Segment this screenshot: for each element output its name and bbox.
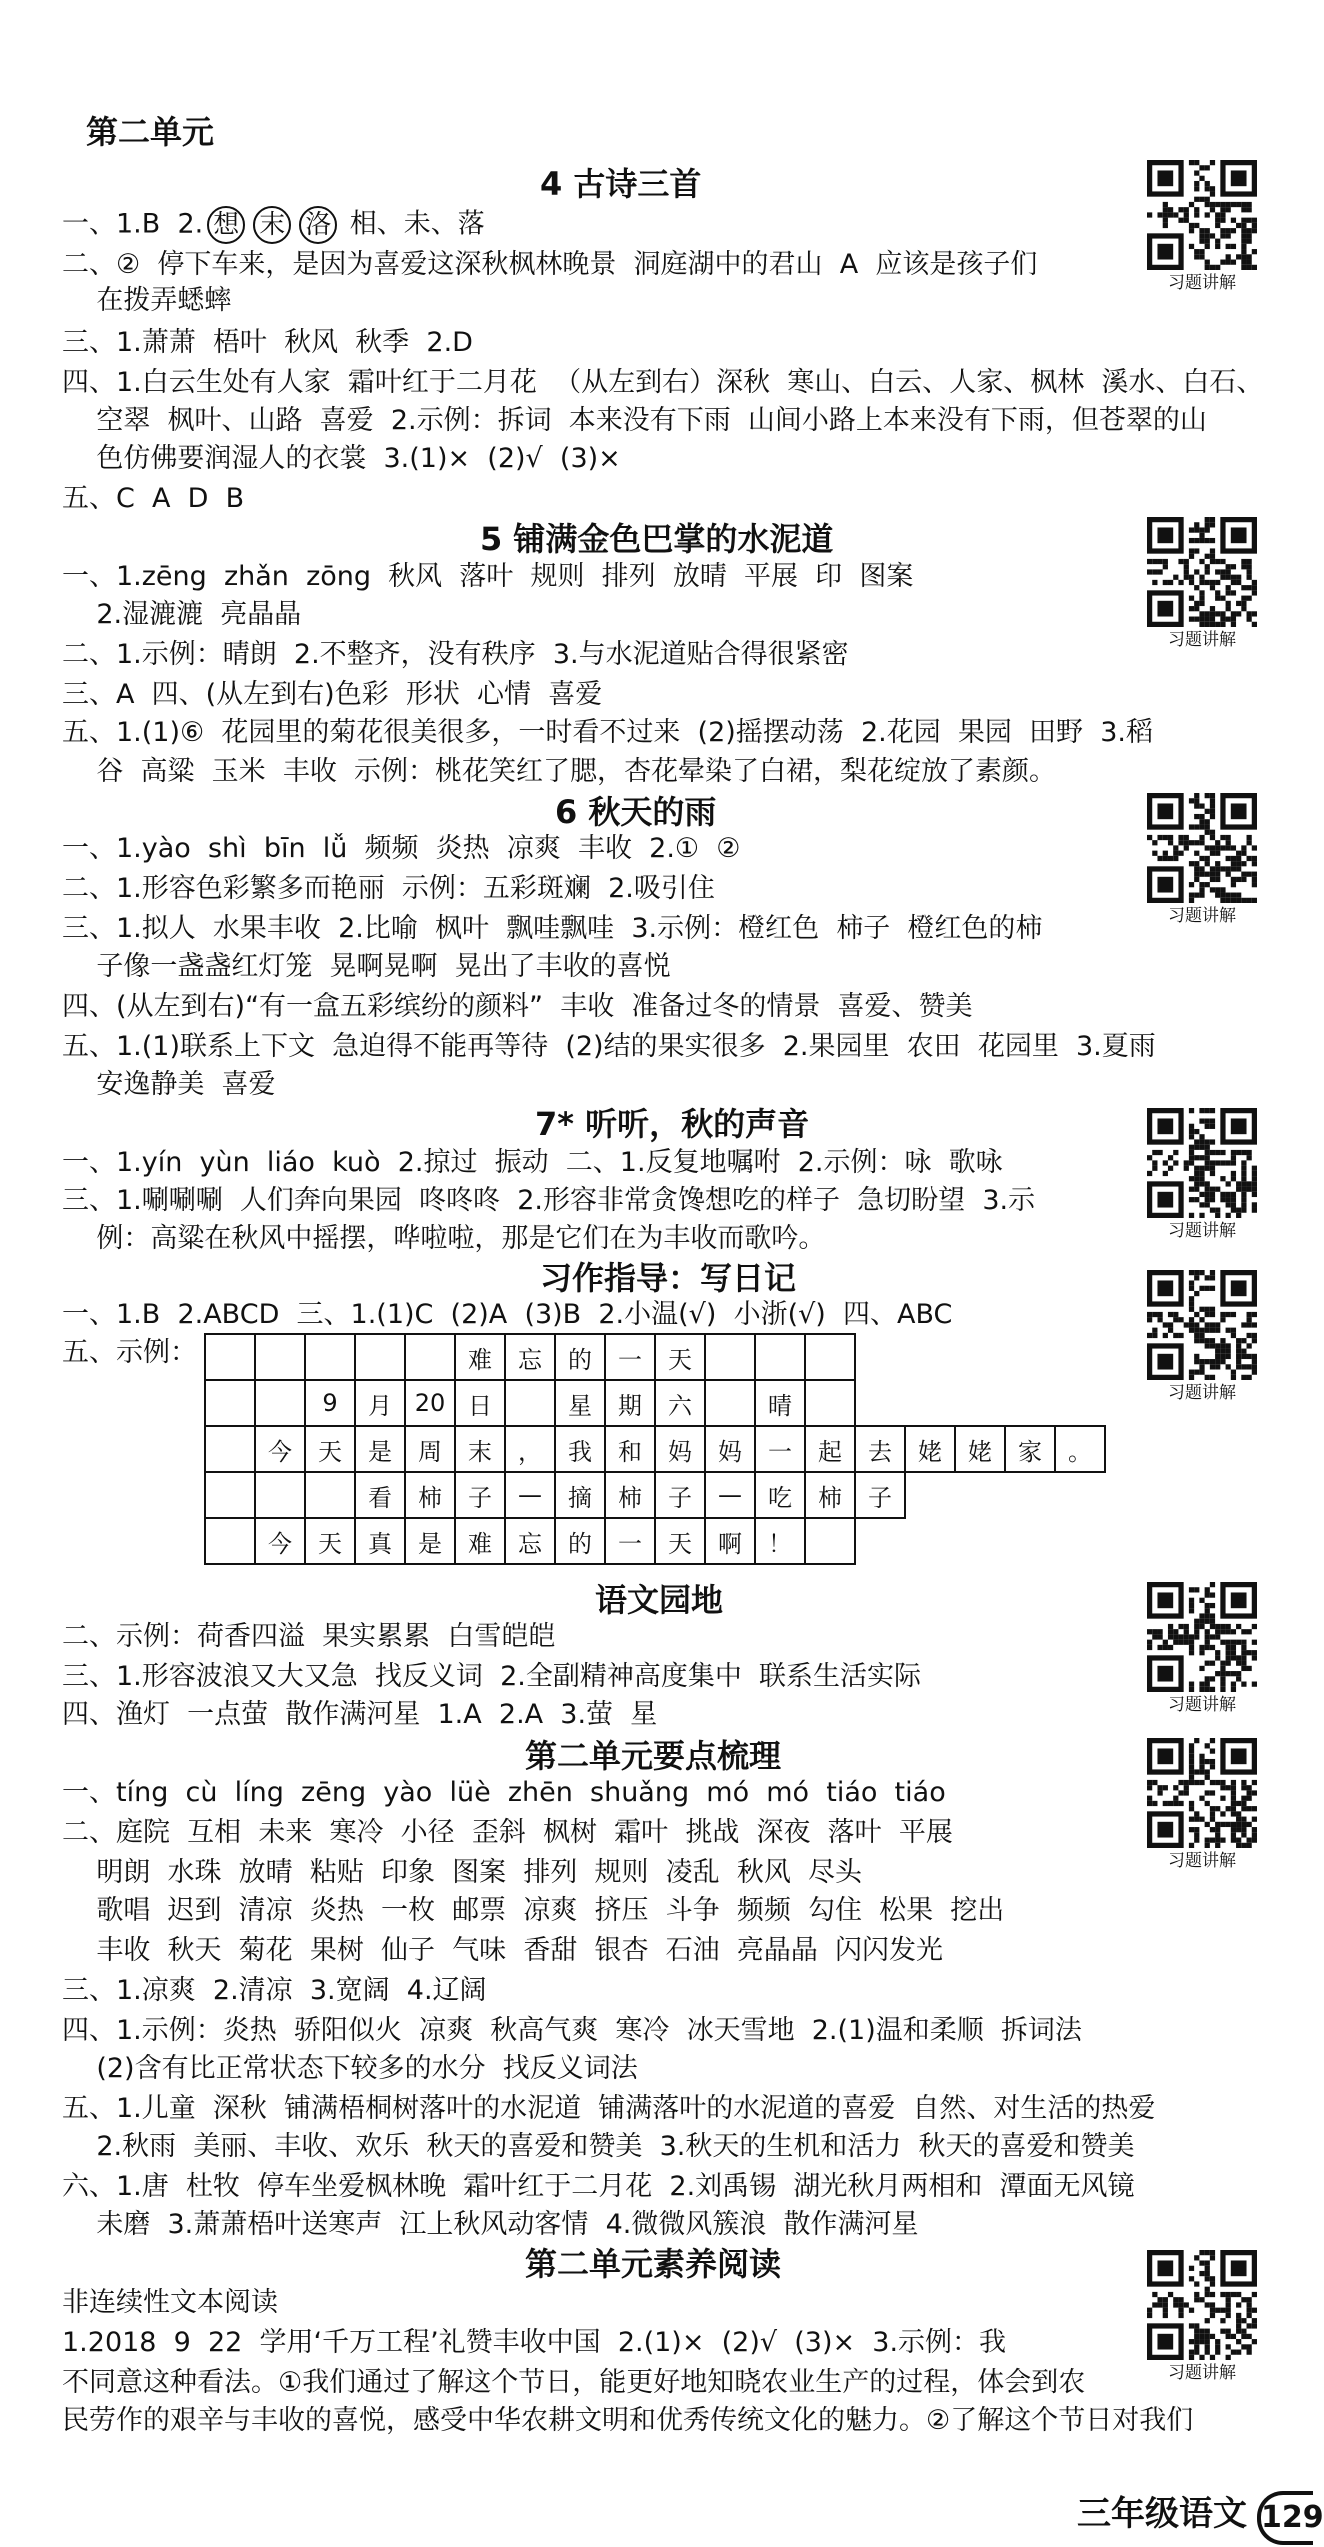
qr-code-7[interactable] bbox=[1142, 1738, 1262, 1872]
s5-line-2: 2.湿漉漉 亮晶晶 bbox=[62, 599, 302, 630]
grid-cell bbox=[255, 1334, 305, 1380]
grid-cell: 难 bbox=[455, 1334, 505, 1380]
grid-cell: 吃 bbox=[755, 1472, 805, 1518]
sr-line-3: 明朗 水珠 放晴 粘贴 印象 图案 排列 规则 凌乱 秋风 尽头 bbox=[62, 1857, 862, 1888]
grid-cell: 柿 bbox=[805, 1472, 855, 1518]
grid-cell bbox=[305, 1472, 355, 1518]
grid-cell: 晴 bbox=[755, 1380, 805, 1426]
grid-cell: ， bbox=[505, 1426, 555, 1472]
grid-cell: 姥 bbox=[955, 1426, 1005, 1472]
grid-cell: 月 bbox=[355, 1380, 405, 1426]
qr-code-3[interactable] bbox=[1142, 793, 1262, 927]
s4-line-8: 五、C A D B bbox=[62, 483, 245, 514]
grid-cell: 一 bbox=[605, 1334, 655, 1380]
grid-cell: 的 bbox=[555, 1518, 605, 1564]
circled-char-1: 想 bbox=[207, 206, 245, 244]
grid-cell bbox=[255, 1472, 305, 1518]
grid-cell bbox=[805, 1334, 855, 1380]
grid-cell: 今 bbox=[255, 1518, 305, 1564]
qr-caption: 习题讲解 bbox=[1168, 2363, 1236, 2383]
qr-code-4[interactable] bbox=[1142, 1108, 1262, 1242]
sr-line-2: 二、庭院 互相 未来 寒冷 小径 歪斜 枫树 霜叶 挑战 深夜 落叶 平展 bbox=[62, 1817, 953, 1848]
grid-cell: 一 bbox=[755, 1426, 805, 1472]
grid-cell bbox=[205, 1518, 255, 1564]
s5-line-6: 谷 高粱 玉米 丰收 示例：桃花笑红了腮，杏花晕染了白裙，梨花绽放了素颜。 bbox=[62, 756, 1056, 787]
footer-grade: 三年级语文 bbox=[1077, 2494, 1247, 2534]
circled-char-3: 洛 bbox=[299, 206, 337, 244]
grid-cell: 啊 bbox=[705, 1518, 755, 1564]
sr-line-9: 五、1.儿童 深秋 铺满梧桐树落叶的水泥道 铺满落叶的水泥道的喜爱 自然、对生活的热爱 bbox=[62, 2093, 1156, 2124]
sr-line-1: 一、tíng cù líng zēng yào lüè zhēn shuǎng mó mó tiáo tiáo bbox=[62, 1777, 946, 1808]
grid-cell: 和 bbox=[605, 1426, 655, 1472]
grid-cell: 是 bbox=[405, 1518, 455, 1564]
sq-line-3: 不同意这种看法。①我们通过了解这个节日，能更好地知晓农业生产的过程，体会到农 bbox=[62, 2367, 1086, 2398]
grid-cell: 我 bbox=[555, 1426, 605, 1472]
qr-code-icon bbox=[1147, 1738, 1257, 1848]
grid-cell: 真 bbox=[355, 1518, 405, 1564]
grid-row bbox=[205, 1380, 1105, 1426]
grid-cell: 难 bbox=[455, 1518, 505, 1564]
s5-line-3: 二、1.示例：晴朗 2.不整齐，没有秩序 3.与水泥道贴合得很紧密 bbox=[62, 639, 849, 670]
s5-line-1: 一、1.zēng zhǎn zōng 秋风 落叶 规则 排列 放晴 平展 印 图案 bbox=[62, 561, 914, 592]
qr-caption: 习题讲解 bbox=[1168, 273, 1236, 293]
grid-cell bbox=[805, 1380, 855, 1426]
qr-caption: 习题讲解 bbox=[1168, 1221, 1236, 1241]
sr-line-10: 2.秋雨 美丽、丰收、欢乐 秋天的喜爱和赞美 3.秋天的生机和活力 秋天的喜爱和赞美 bbox=[62, 2131, 1135, 2162]
sr-line-8: (2)含有比正常状态下较多的水分 找反义词法 bbox=[62, 2053, 638, 2084]
section-title-review: 第二单元要点梳理 bbox=[525, 1737, 782, 1775]
grid-cell bbox=[755, 1334, 805, 1380]
grid-cell: 星 bbox=[555, 1380, 605, 1426]
grid-cell: 天 bbox=[655, 1518, 705, 1564]
grid-cell: — bbox=[505, 1472, 555, 1518]
sy-line-1: 二、示例：荷香四溢 果实累累 白雪皑皑 bbox=[62, 1621, 556, 1652]
sr-line-7: 四、1.示例：炎热 骄阳似火 凉爽 秋高气爽 寒冷 冰天雪地 2.(1)温和柔顺 拆词法 bbox=[62, 2015, 1082, 2046]
sy-line-3: 四、渔灯 一点萤 散作满河星 1.A 2.A 3.萤 星 bbox=[62, 1699, 658, 1730]
s6-line-3: 三、1.拟人 水果丰收 2.比喻 枫叶 飘哇飘哇 3.示例：橙红色 柿子 橙红色的柿 bbox=[62, 913, 1043, 944]
qr-code-icon bbox=[1147, 1270, 1257, 1380]
grid-cell: 家 bbox=[1005, 1426, 1055, 1472]
sy-line-2: 三、1.形容波浪又大又急 找反义词 2.全副精神高度集中 联系生活实际 bbox=[62, 1661, 922, 1692]
s4-line-4: 三、1.萧萧 梧叶 秋风 秋季 2.D bbox=[62, 327, 473, 358]
sr-line-12: 未磨 3.萧萧梧叶送寒声 江上秋风动客情 4.微微风簇浪 散作满河星 bbox=[62, 2209, 919, 2240]
s6-line-5: 四、(从左到右)“有一盒五彩缤纷的颜料” 丰收 准备过冬的情景 喜爱、赞美 bbox=[62, 991, 973, 1022]
qr-code-1[interactable] bbox=[1142, 160, 1262, 294]
grid-cell bbox=[505, 1380, 555, 1426]
grid-cell bbox=[205, 1334, 255, 1380]
qr-code-icon bbox=[1147, 517, 1257, 627]
grid-cell: 六 bbox=[655, 1380, 705, 1426]
sr-line-5: 丰收 秋天 菊花 果树 仙子 气味 香甜 银杏 石油 亮晶晶 闪闪发光 bbox=[62, 1935, 943, 1966]
qr-code-icon bbox=[1147, 2250, 1257, 2360]
section-title-6: 6 秋天的雨 bbox=[555, 793, 717, 831]
grid-cell: 期 bbox=[605, 1380, 655, 1426]
grid-cell bbox=[705, 1334, 755, 1380]
grid-cell bbox=[705, 1380, 755, 1426]
section-title-5: 5 铺满金色巴掌的水泥道 bbox=[480, 520, 834, 558]
qr-code-icon bbox=[1147, 1108, 1257, 1218]
s4-line-2: 二、② 停下车来，是因为喜爱这深秋枫林晚景 洞庭湖中的君山 A 应该是孩子们 bbox=[62, 249, 1038, 280]
qr-code-icon bbox=[1147, 1582, 1257, 1692]
grid-cell: 子 bbox=[855, 1472, 905, 1518]
qr-caption: 习题讲解 bbox=[1168, 1851, 1236, 1871]
grid-cell: 周 bbox=[405, 1426, 455, 1472]
qr-caption: 习题讲解 bbox=[1168, 1383, 1236, 1403]
grid-cell bbox=[405, 1334, 455, 1380]
grid-cell: 去 bbox=[855, 1426, 905, 1472]
qr-code-8[interactable] bbox=[1142, 2250, 1262, 2384]
grid-cell: 妈 bbox=[705, 1426, 755, 1472]
grid-cell: 天 bbox=[305, 1426, 355, 1472]
sq-line-2: 1.2018 9 22 学用‘千万工程’礼赞丰收中国 2.(1)× (2)√ (3)× 3.示例：我 bbox=[62, 2327, 1007, 2358]
qr-caption: 习题讲解 bbox=[1168, 630, 1236, 650]
grid-row bbox=[205, 1518, 1105, 1564]
sr-line-6: 三、1.凉爽 2.清凉 3.宽阔 4.辽阔 bbox=[62, 1975, 487, 2006]
qr-code-2[interactable] bbox=[1142, 517, 1262, 651]
s4-line-7: 色仿佛要润湿人的衣裳 3.(1)× (2)√ (3)× bbox=[62, 443, 621, 474]
s4-line-3: 在拨弄蟋蟀 bbox=[62, 285, 232, 316]
grid-cell: 9 bbox=[305, 1380, 355, 1426]
grid-cell: 忘 bbox=[505, 1518, 555, 1564]
section-title-writing: 习作指导：写日记 bbox=[540, 1259, 797, 1297]
s6-line-7: 安逸静美 喜爱 bbox=[62, 1069, 276, 1100]
grid-cell: 摘 bbox=[555, 1472, 605, 1518]
s7-line-3: 例：高粱在秋风中摇摆，哗啦啦，那是它们在为丰收而歌吟。 bbox=[62, 1223, 826, 1254]
s4-line-5: 四、1.白云生处有人家 霜叶红于二月花 （从左到右）深秋 寒山、白云、人家、枫林 溪水、白石、 bbox=[62, 367, 1264, 398]
qr-code-6[interactable] bbox=[1142, 1582, 1262, 1716]
grid-cell: — bbox=[705, 1472, 755, 1518]
circled-char-2: 末 bbox=[253, 206, 291, 244]
s6-line-6: 五、1.(1)联系上下文 急迫得不能再等待 (2)结的果实很多 2.果园里 农田 花园里 3.夏雨 bbox=[62, 1031, 1156, 1062]
s4-line-1: 一、1.B 2. 想 末 洛 相、未、落 bbox=[62, 206, 485, 244]
grid-cell: ！ bbox=[755, 1518, 805, 1564]
grid-cell: 忘 bbox=[505, 1334, 555, 1380]
grid-cell bbox=[205, 1472, 255, 1518]
sr-line-4: 歌唱 迟到 清凉 炎热 一枚 邮票 凉爽 挤压 斗争 频频 勾住 松果 挖出 bbox=[62, 1895, 1005, 1926]
s6-line-4: 子像一盏盏红灯笼 晃啊晃啊 晃出了丰收的喜悦 bbox=[62, 951, 671, 982]
grid-cell: 看 bbox=[355, 1472, 405, 1518]
grid-cell bbox=[255, 1380, 305, 1426]
s5-line-4: 三、A 四、(从左到右)色彩 形状 心情 喜爱 bbox=[62, 679, 603, 710]
qr-code-icon bbox=[1147, 160, 1257, 270]
qr-caption: 习题讲解 bbox=[1168, 906, 1236, 926]
grid-cell: 。 bbox=[1055, 1426, 1105, 1472]
grid-cell: 日 bbox=[455, 1380, 505, 1426]
sr-line-11: 六、1.唐 杜牧 停车坐爱枫林晚 霜叶红于二月花 2.刘禹锡 湖光秋月两相和 潭面无风镜 bbox=[62, 2171, 1135, 2202]
grid-cell: 一 bbox=[605, 1518, 655, 1564]
grid-row bbox=[205, 1472, 1105, 1518]
s4-line-6: 空翠 枫叶、山路 喜爱 2.示例：拆词 本来没有下雨 山间小路上本来没有下雨，但苍翠的山 bbox=[62, 405, 1207, 436]
s6-line-1: 一、1.yào shì bīn lǚ 频频 炎热 凉爽 丰收 2.① ② bbox=[62, 833, 741, 864]
grid-cell bbox=[305, 1334, 355, 1380]
grid-row bbox=[205, 1426, 1105, 1472]
grid-cell: 妈 bbox=[655, 1426, 705, 1472]
s6-line-2: 二、1.形容色彩繁多而艳丽 示例：五彩斑斓 2.吸引住 bbox=[62, 873, 715, 904]
grid-cell: 柿 bbox=[405, 1472, 455, 1518]
s7-line-1: 一、1.yín yùn liáo kuò 2.掠过 振动 二、1.反复地嘱咐 2.示例：咏 歌咏 bbox=[62, 1147, 1003, 1178]
s5-line-5: 五、1.(1)⑥ 花园里的菊花很美很多，一时看不过来 (2)摇摆动荡 2.花园 果园 田野 3.稻 bbox=[62, 717, 1153, 748]
grid-cell: 姥 bbox=[905, 1426, 955, 1472]
section-title-4: 4 古诗三首 bbox=[540, 165, 702, 203]
grid-cell: 20 bbox=[405, 1380, 455, 1426]
grid-cell: 末 bbox=[455, 1426, 505, 1472]
qr-caption: 习题讲解 bbox=[1168, 1695, 1236, 1715]
grid-cell: 是 bbox=[355, 1426, 405, 1472]
grid-row bbox=[205, 1334, 1105, 1380]
grid-cell bbox=[355, 1334, 405, 1380]
section-title-7: 7* 听听，秋的声音 bbox=[535, 1105, 810, 1143]
sq-line-4: 民劳作的艰辛与丰收的喜悦，感受中华农耕文明和优秀传统文化的魅力。②了解这个节日对我们 bbox=[62, 2405, 1194, 2436]
grid-cell bbox=[205, 1426, 255, 1472]
grid-cell: 柿 bbox=[605, 1472, 655, 1518]
s7-line-2: 三、1.唰唰唰 人们奔向果园 咚咚咚 2.形容非常贪馋想吃的样子 急切盼望 3.示 bbox=[62, 1185, 1036, 1216]
unit-title: 第二单元 bbox=[86, 113, 215, 151]
diary-grid bbox=[204, 1333, 1106, 1565]
grid-cell: 的 bbox=[555, 1334, 605, 1380]
page-number: 129 bbox=[1257, 2491, 1313, 2545]
grid-cell bbox=[205, 1380, 255, 1426]
grid-cell: 起 bbox=[805, 1426, 855, 1472]
section-title-garden: 语文园地 bbox=[595, 1581, 724, 1619]
qr-code-5[interactable] bbox=[1142, 1270, 1262, 1404]
section-title-reading: 第二单元素养阅读 bbox=[525, 2245, 782, 2283]
grid-cell: 子 bbox=[655, 1472, 705, 1518]
sw-line-1: 一、1.B 2.ABCD 三、1.(1)C (2)A (3)B 2.小温(√) 小浙(√) 四、ABC bbox=[62, 1299, 953, 1330]
grid-cell: 今 bbox=[255, 1426, 305, 1472]
grid-cell: 天 bbox=[655, 1334, 705, 1380]
grid-cell: 天 bbox=[305, 1518, 355, 1564]
sw-line-2: 五、示例： bbox=[62, 1337, 197, 1368]
grid-cell bbox=[805, 1518, 855, 1564]
qr-code-icon bbox=[1147, 793, 1257, 903]
sq-line-1: 非连续性文本阅读 bbox=[62, 2287, 278, 2318]
grid-cell: 子 bbox=[455, 1472, 505, 1518]
